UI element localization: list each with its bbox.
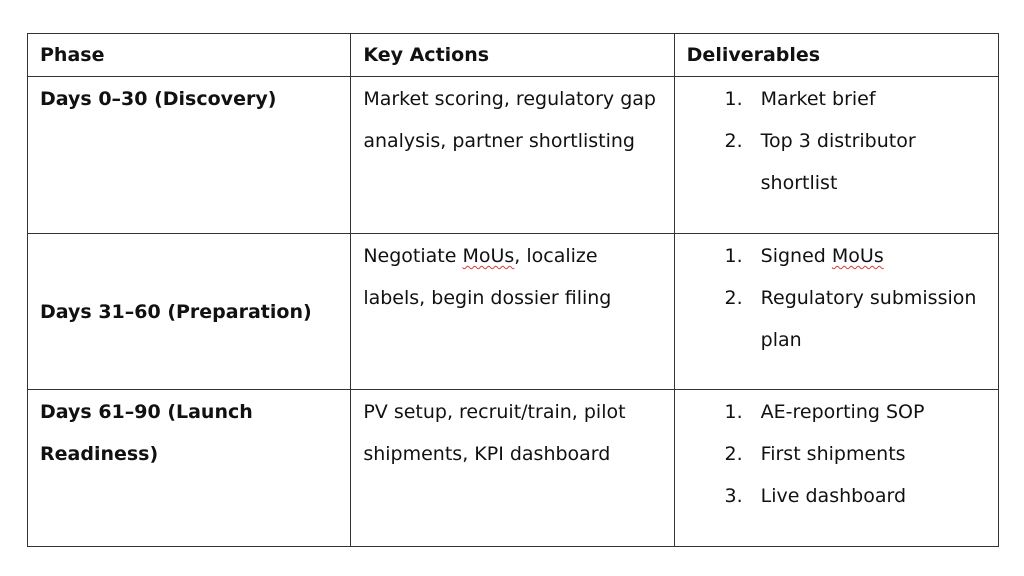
list-item-text: [761, 235, 998, 277]
list-item: [675, 277, 998, 361]
key-actions-cell: Market scoring, regulatory gap analysis, partner shortlisting: [351, 77, 674, 234]
phase-cell: Days 31–60 (Preparation): [28, 234, 351, 390]
table-row: [28, 390, 999, 547]
deliverables-cell: [674, 390, 998, 547]
list-item: [675, 391, 998, 433]
list-item: [675, 78, 998, 120]
list-number: 1.: [724, 401, 743, 423]
deliverables-list: [675, 78, 998, 204]
list-number: 1.: [724, 88, 743, 110]
list-item: [675, 235, 998, 277]
table-row: [28, 77, 999, 234]
list-item: [675, 433, 998, 475]
list-item-text: Live dashboard: [760, 485, 907, 507]
actions-text: Negotiate: [363, 245, 463, 267]
list-item: [675, 120, 998, 204]
header-phase: Phase: [28, 34, 351, 77]
list-number: 2.: [724, 130, 743, 152]
key-actions-cell: [351, 234, 674, 390]
list-item-text: Regulatory submission plan: [760, 287, 977, 351]
list-item-text: First shipments: [760, 443, 906, 465]
phase-cell: Days 0–30 (Discovery): [28, 77, 351, 234]
deliverables-cell: [674, 234, 998, 390]
list-number: 2.: [724, 443, 743, 465]
header-key-actions: Key Actions: [351, 34, 674, 77]
list-item: [675, 475, 998, 517]
header-deliverables: Deliverables: [674, 34, 998, 77]
list-item-text: Top 3 distributor shortlist: [760, 130, 916, 194]
spellcheck-flagged-word[interactable]: MoUs: [831, 245, 884, 267]
actions-text: , localize labels, begin dossier filing: [363, 245, 612, 309]
key-actions-cell: PV setup, recruit/train, pilot shipments, KPI dashboard: [351, 390, 674, 547]
list-item-text-part: Signed: [760, 245, 832, 267]
phase-cell: Days 61–90 (Launch Readiness): [28, 390, 351, 547]
header-row: [28, 34, 999, 77]
deliverables-list: [675, 391, 998, 517]
table-row: [28, 234, 999, 390]
list-item-text: Market brief: [760, 88, 876, 110]
list-number: 1.: [724, 245, 743, 267]
deliverables-cell: [674, 77, 998, 234]
spellcheck-flagged-word[interactable]: MoUs: [462, 245, 515, 267]
list-number: 2.: [724, 287, 743, 309]
list-item-text: AE-reporting SOP: [760, 401, 925, 423]
phase-plan-table: [27, 33, 999, 547]
deliverables-list: [675, 235, 998, 361]
list-number: 3.: [724, 485, 743, 507]
